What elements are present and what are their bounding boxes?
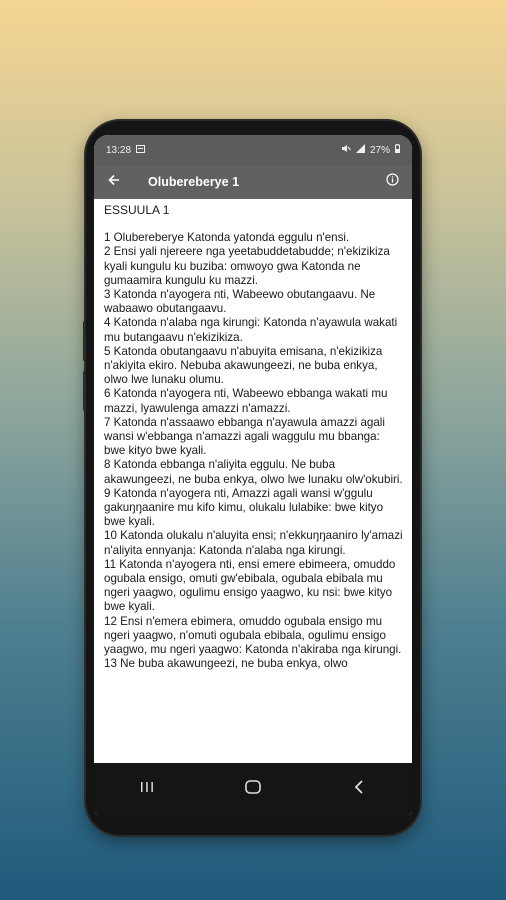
verse: 3 Katonda n'ayogera nti, Wabeewo obutangaavu. Ne wabaawo obutangaavu. [104, 288, 376, 316]
verse: 12 Ensi n'emera ebimera, omuddo ogubala ensigo mu ngeri yaagwo, n'omuti ogubala ebibala, ogulimu ensigo yaagwo, mu ngeri yaagwo: Katonda n'akiraba nga kirungi. [104, 614, 402, 657]
phone-frame [86, 121, 420, 835]
app-bar [94, 165, 412, 199]
verse: 13 Ne buba akawungeezi, ne buba enkya, olwo [104, 657, 348, 671]
verse: 1 Olubereberye Katonda yatonda eggulu n'ensi. [104, 231, 350, 245]
battery-percent: 27% [369, 144, 390, 156]
verse: 8 Katonda ebbanga n'aliyita eggulu. Ne buba akawungeezi, ne buba enkya, olwo lwe lunaku olw'okubiri. [104, 458, 403, 486]
back-button[interactable] [104, 172, 124, 192]
verse: 4 Katonda n'alaba nga kirungi: Katonda n'ayawula wakati mu butangaavu n'ekizikiza. [104, 316, 398, 344]
verse: 11 Katonda n'ayogera nti, ensi emere ebimeera, omuddo ogubala ensigo, omuti gw'ebibala, ogubala ebibala mu ngeri yaagwo, ogulimu ensigo yaagwo, ku nsi: bwe kityo bwe kyali. [104, 557, 396, 614]
info-button[interactable] [382, 172, 402, 192]
phone-side-button [83, 321, 86, 361]
chapter-content[interactable] [94, 199, 412, 763]
recents-button[interactable] [127, 774, 167, 804]
page-title: Olubereberye 1 [148, 175, 240, 189]
notification-icon [136, 145, 145, 156]
home-icon [245, 780, 261, 799]
home-button[interactable] [233, 774, 273, 804]
verse: 7 Katonda n'assaawo ebbanga n'ayawula amazzi agali wansi w'ebbanga n'amazzi agali waggulu mu bbanga: bwe kityo bwe kyali. [104, 415, 385, 458]
battery-icon [395, 144, 400, 156]
verse: 2 Ensi yali njereere nga yeetabuddetabudde; n'ekizikiza kyali kungulu ku buziba: omwoyo gwa Katonda ne gumaamira kungulu ku mazzi. [104, 245, 390, 287]
status-time: 13:28 [106, 144, 132, 156]
mute-icon [341, 144, 351, 156]
arrow-left-icon [108, 173, 120, 191]
back-nav-button[interactable] [339, 774, 379, 804]
recents-icon [140, 780, 154, 798]
verse: 10 Katonda olukalu n'aluyita ensi; n'ekkuŋŋaaniro ly'amazi n'aliyita ennyanja: Katonda n'alaba nga kirungi. [104, 529, 403, 557]
system-nav-bar [94, 763, 412, 815]
info-icon [386, 173, 399, 191]
phone-side-button [83, 371, 86, 411]
phone-screen [94, 135, 412, 815]
verse: 9 Katonda n'ayogera nti, Amazzi agali wansi w'ggulu gakuŋŋaanire mu kifo kimu, olukalu lulabike: bwe kityo bwe kyali. [104, 486, 384, 529]
chevron-left-icon [354, 780, 364, 799]
verse: 5 Katonda obutangaavu n'abuyita emisana, n'ekizikiza n'akiyita ekiro. Nebuba akawungeezi, ne buba enkya, olwo lwe lunaku olumu. [104, 344, 383, 387]
verse: 6 Katonda n'ayogera nti, Wabeewo ebbanga wakati mu mazzi, lyawulenga amazzi n'amazzi. [104, 387, 388, 415]
signal-icon [356, 144, 365, 156]
status-bar [94, 135, 412, 165]
chapter-heading: ESSUULA 1 [104, 203, 170, 217]
